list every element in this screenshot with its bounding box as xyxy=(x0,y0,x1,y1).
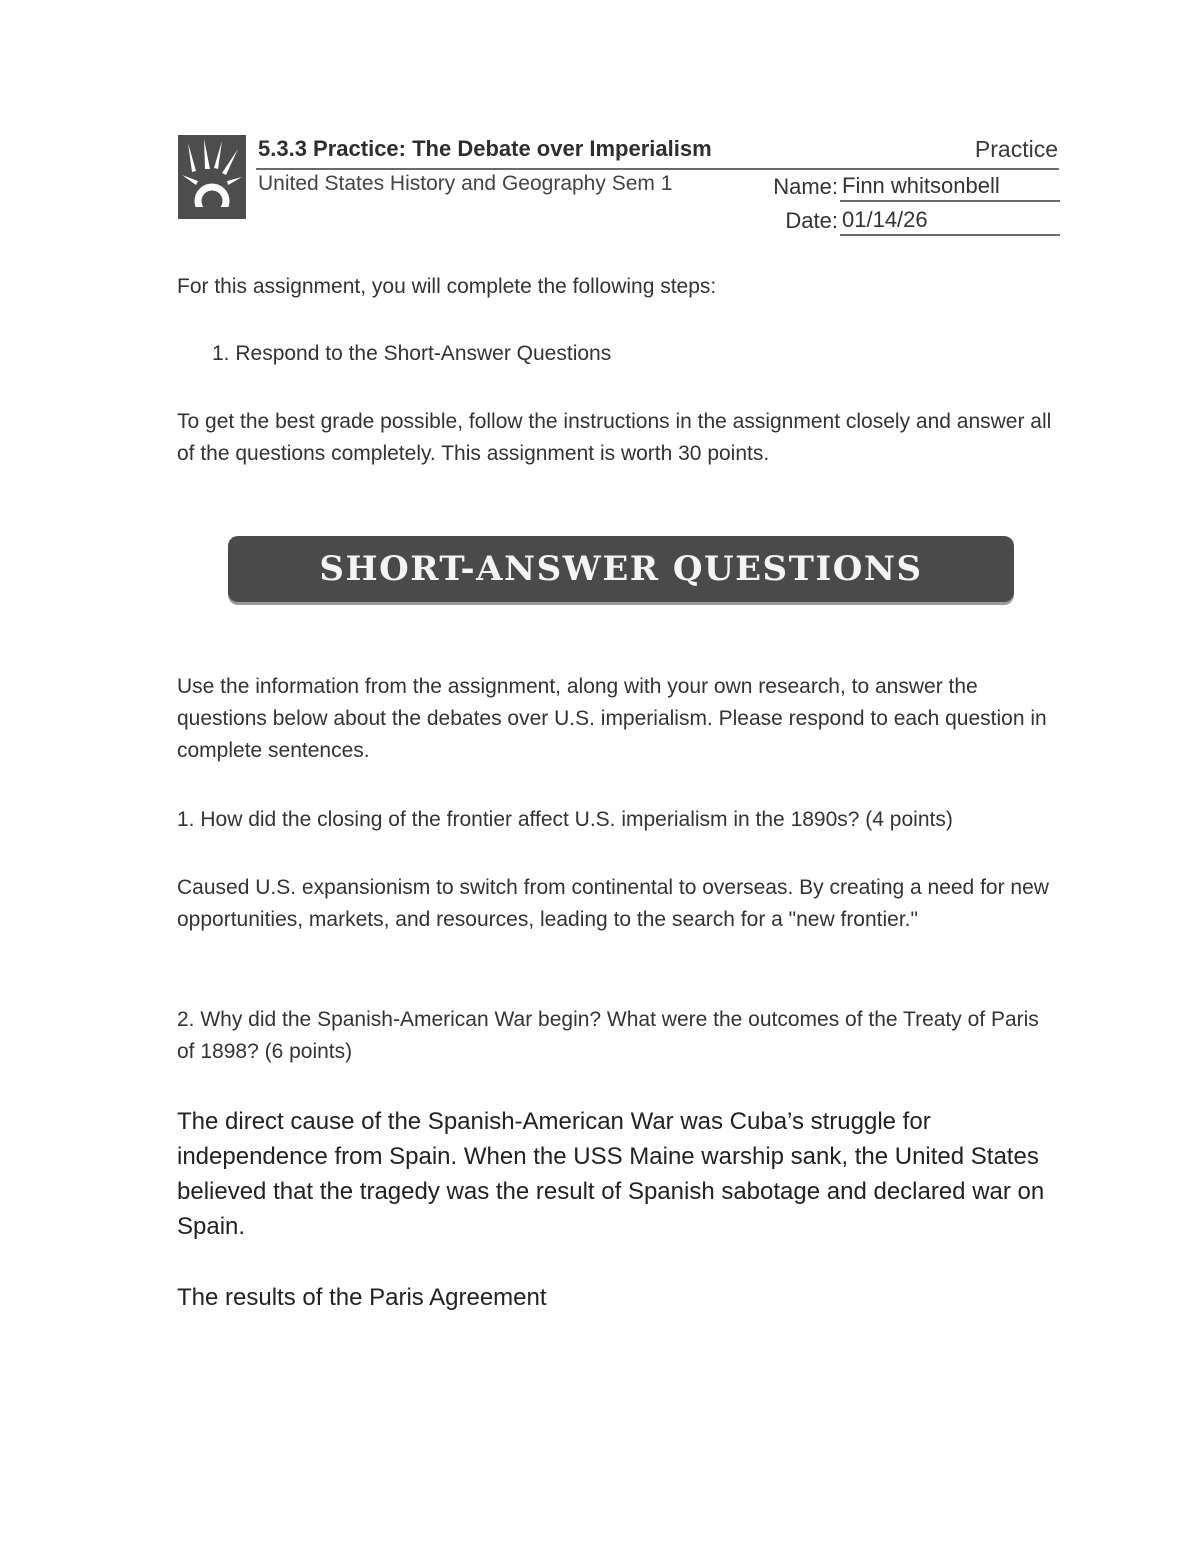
section-banner xyxy=(228,536,1014,602)
intro-lead: For this assignment, you will complete the following steps: xyxy=(177,275,717,298)
assignment-type-label: Practice xyxy=(974,136,1058,162)
name-field[interactable]: Finn whitsonbell xyxy=(840,172,1060,202)
answer-2[interactable]: The direct cause of the Spanish-American War was Cuba’s struggle for independence from Spain. When the USS Maine warship sank, the United States believed that the tragedy was the result of Spanish sabotage and declared war on Spain. xyxy=(177,1108,1045,1240)
logo-icon xyxy=(178,135,246,219)
date-label: Date: xyxy=(785,208,838,233)
course-name: United States History and Geography Sem 1 xyxy=(258,172,673,195)
question-2: 2. Why did the Spanish-American War begin? What were the outcomes of the Treaty of Paris of 1898? (6 points) xyxy=(177,1008,1039,1063)
intro-instructions: To get the best grade possible, follow the instructions in the assignment closely and answer all of the questions completely. This assignment is worth 30 points. xyxy=(177,410,1052,465)
section-banner-label: SHORT-ANSWER QUESTIONS xyxy=(319,549,923,589)
name-label: Name: xyxy=(773,174,838,199)
question-1: 1. How did the closing of the frontier affect U.S. imperialism in the 1890s? (4 points) xyxy=(177,808,953,831)
assignment-title: 5.3.3 Practice: The Debate over Imperialism xyxy=(258,136,712,161)
answer-2-continued[interactable]: The results of the Paris Agreement xyxy=(177,1284,547,1311)
date-field[interactable]: 01/14/26 xyxy=(840,206,1060,236)
section-directions: Use the information from the assignment, along with your own research, to answer the questions below about the debates over U.S. imperialism. Please respond to each question in complete sentences. xyxy=(177,675,1047,762)
header-divider xyxy=(256,168,1059,170)
step-list-item: 1. Respond to the Short-Answer Questions xyxy=(212,342,612,365)
answer-1[interactable]: Caused U.S. expansionism to switch from continental to overseas. By creating a need for new opportunities, markets, and resources, leading to the search for a "new frontier." xyxy=(177,876,1049,931)
